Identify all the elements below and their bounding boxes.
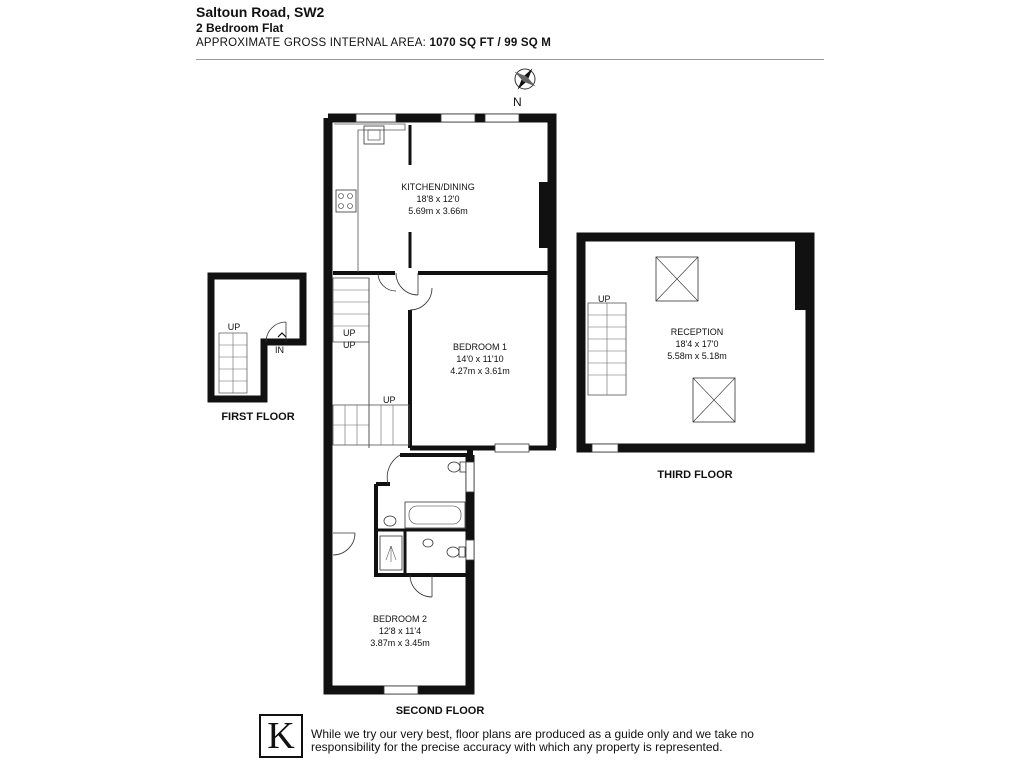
third-floor-up-label: UP	[598, 294, 611, 304]
stair-up-label-1: UP	[343, 328, 356, 338]
room-size-metric: 5.58m x 5.18m	[667, 351, 727, 361]
gross-area-value: 1070 SQ FT / 99 SQ M	[429, 37, 552, 49]
compass-rose-icon	[513, 67, 538, 92]
first-floor-up-label: UP	[227, 322, 241, 332]
disclaimer-text: While we try our very best, floor plans are produced as a guide only and we take no responsibility for the precise accuracy with which any property is represented.	[311, 727, 754, 754]
room-name: BEDROOM 1	[452, 342, 508, 352]
room-size-metric: 4.27m x 3.61m	[450, 366, 510, 376]
agency-logo	[259, 714, 303, 758]
room-size-imperial: 12'8 x 11'4	[378, 626, 422, 636]
room-name: KITCHEN/DINING	[401, 182, 475, 192]
room-kitchen-dining	[401, 182, 475, 216]
third-floor-label: THIRD FLOOR	[657, 469, 733, 481]
room-size-imperial: 14'0 x 11'10	[456, 354, 504, 364]
room-reception	[667, 327, 727, 361]
room-size-imperial: 18'8 x 12'0	[416, 194, 460, 204]
stair-up-label-3: UP	[383, 395, 396, 405]
property-type: 2 Bedroom Flat	[196, 21, 284, 35]
room-size-imperial: 18'4 x 17'0	[675, 339, 719, 349]
room-name: RECEPTION	[670, 327, 724, 337]
compass-north-label: N	[513, 95, 522, 109]
room-size-metric: 5.69m x 3.66m	[408, 206, 468, 216]
room-bedroom-1	[450, 342, 510, 376]
room-size-metric: 3.87m x 3.45m	[370, 638, 430, 648]
room-bedroom-2	[370, 614, 430, 648]
first-floor-label: FIRST FLOOR	[221, 411, 295, 423]
second-floor-label: SECOND FLOOR	[395, 705, 485, 717]
gross-area-label: APPROXIMATE GROSS INTERNAL AREA:	[196, 37, 427, 49]
stair-up-label-2: UP	[343, 340, 356, 350]
room-name: BEDROOM 2	[372, 614, 428, 624]
first-floor-plan	[211, 276, 303, 399]
address-title: Saltoun Road, SW2	[196, 4, 325, 20]
logo-letter: K	[267, 715, 295, 757]
first-floor-entrance-label: IN	[275, 345, 284, 355]
